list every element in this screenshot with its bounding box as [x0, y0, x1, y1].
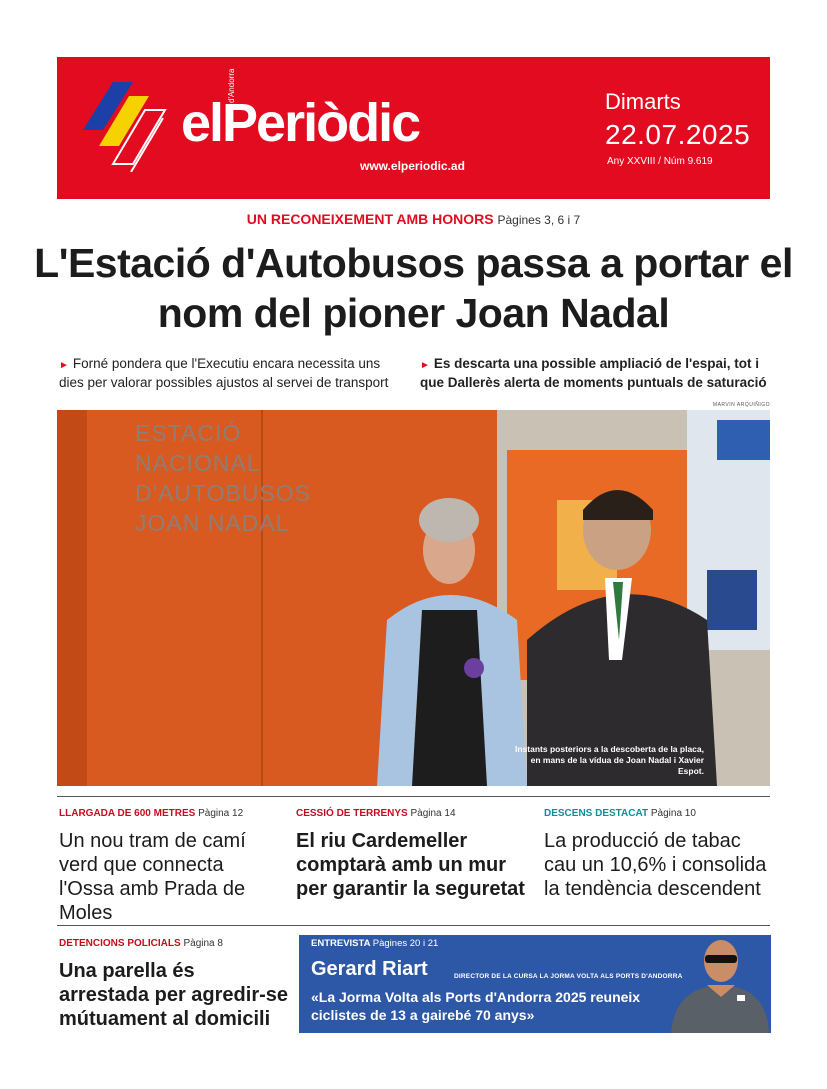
lead-kicker-pages: Pàgines 3, 6 i 7	[497, 213, 581, 227]
bullet-triangle-icon: ►	[59, 360, 69, 371]
issue-day: Dimarts	[605, 89, 681, 114]
photo-caption: Instants posteriors a la descoberta de la placa, en mans de la vídua de Joan Nadal i Xavier Espot.	[515, 744, 704, 776]
station-sign-line: JOAN NADAL	[135, 510, 290, 536]
story-title[interactable]: La producció de tabac cau un 10,6% i consolida la tendència descendent	[544, 830, 767, 900]
lead-bullet-right-text: Es descarta una possible ampliació de l'espai, tot i que Dallerès alerta de moments puntuals de saturació	[420, 356, 767, 390]
story-kicker: DETENCIONS POLICIALS Pàgina 8	[59, 938, 223, 949]
story-teaser[interactable]	[544, 808, 770, 901]
interviewee-name[interactable]: Gerard Riart	[311, 958, 428, 980]
newspaper-logo[interactable]: elPeriòdic	[181, 93, 420, 153]
interviewee-role: DIRECTOR DE LA CURSA LA JORMA VOLTA ALS PORTS D'ANDORRA	[454, 973, 683, 980]
website-url[interactable]: www.elperiodic.ad	[360, 159, 465, 173]
lead-bullet-left	[59, 355, 404, 391]
interview-box[interactable]	[299, 935, 771, 1033]
story-title[interactable]: El riu Cardemeller comptarà amb un mur per garantir la seguretat	[296, 830, 525, 900]
lead-headline[interactable]: L'Estació d'Autobusos passa a portar el nom del pioner Joan Nadal	[34, 240, 793, 336]
section-divider	[57, 925, 770, 926]
lead-bullet-right	[420, 355, 780, 391]
station-sign-line: NACIONAL	[135, 450, 261, 476]
story-title[interactable]: Un nou tram de camí verd que connecta l'Ossa amb Prada de Moles	[59, 830, 246, 924]
andorra-flag-stripes-logo	[83, 82, 173, 172]
story-kicker: CESSIÓ DE TERRENYS Pàgina 14	[296, 808, 456, 819]
photo-credit: MARVIN ARQUIÑIGO	[712, 402, 770, 408]
lead-bullet-left-text: Forné pondera que l'Executiu encara necessita uns dies per valorar possibles ajustos al servei de transport	[59, 356, 389, 390]
interview-kicker: ENTREVISTA Pàgines 20 i 21	[311, 938, 439, 949]
story-teaser[interactable]	[296, 808, 531, 901]
issue-number: Any XXVIII / Núm 9.619	[607, 156, 713, 167]
logo-subtitle: d'Andorra	[227, 68, 236, 103]
story-title[interactable]: Una parella és arrestada per agredir-se mútuament al domicili	[59, 960, 289, 1030]
station-sign-line: D'AUTOBUSOS	[135, 480, 311, 506]
story-kicker: DESCENS DESTACAT Pàgina 10	[544, 808, 696, 819]
issue-date: 22.07.2025	[605, 119, 751, 150]
bullet-triangle-icon: ►	[420, 360, 430, 371]
lead-photo[interactable]	[57, 410, 770, 786]
lead-kicker	[0, 211, 827, 227]
section-divider	[57, 796, 770, 797]
interviewee-portrait	[663, 935, 771, 1033]
interview-quote[interactable]: «La Jorma Volta als Ports d'Andorra 2025 reuneix ciclistes de 13 a gairebé 70 anys»	[311, 989, 641, 1023]
story-kicker: LLARGADA DE 600 METRES Pàgina 12	[59, 808, 244, 819]
story-teaser[interactable]	[59, 808, 279, 925]
lead-kicker-label: UN RECONEIXEMENT AMB HONORS	[246, 211, 494, 227]
story-teaser[interactable]	[59, 938, 289, 1031]
station-sign	[135, 418, 311, 538]
masthead	[57, 57, 770, 199]
station-sign-line: ESTACIÓ	[135, 420, 242, 446]
